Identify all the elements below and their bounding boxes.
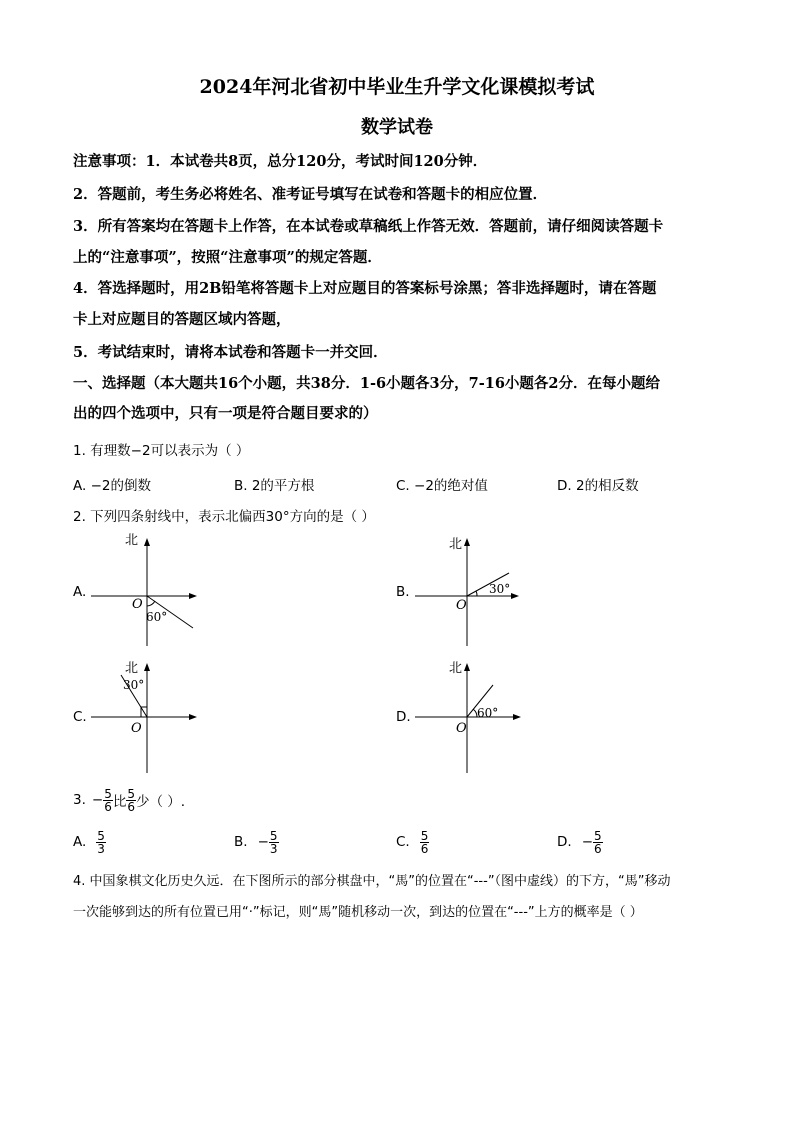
- question-3-stem: [73, 780, 185, 820]
- question-3-stem-end: 少（ ）.: [135, 794, 186, 810]
- option-fraction: [269, 830, 279, 855]
- fraction-denominator: 6: [127, 799, 135, 814]
- question-3-option-a: [73, 822, 106, 862]
- fraction-denominator: 6: [594, 841, 602, 856]
- page-title: 2024年河北省初中毕业生升学文化课模拟考试: [199, 76, 595, 98]
- fraction-denominator: 6: [420, 841, 429, 856]
- section-heading-line-1: 一、选择题（本大题共16个小题，共38分．1-6小题各3分，7-16小题各2分．在每小题给: [73, 375, 661, 392]
- question-2-label-c: C.: [73, 709, 87, 725]
- question-2-diagram-d: [405, 655, 530, 777]
- angle-label: 30°: [489, 582, 511, 596]
- option-label: C.: [396, 834, 410, 850]
- origin-label: O: [456, 598, 467, 613]
- option-label: B.: [234, 834, 248, 850]
- question-3-option-d: [557, 822, 603, 862]
- note-line-4: 上的“注意事项”，按照“注意事项”的规定答题．: [73, 249, 382, 266]
- option-sign: −: [581, 834, 593, 850]
- note-line-7: 5．考试结束时，请将本试卷和答题卡一并交回．: [73, 344, 388, 361]
- fraction-denominator: 3: [97, 841, 105, 856]
- question-3-option-c: [396, 822, 429, 862]
- question-3-compare-word: 比: [112, 794, 127, 810]
- note-line-3: 3．所有答案均在答题卡上作答，在本试卷或草稿纸上作答无效．答题前，请仔细阅读答题卡: [73, 218, 664, 235]
- origin-label: O: [456, 721, 467, 736]
- question-3-fraction-2: [126, 788, 136, 813]
- north-label: 北: [449, 537, 463, 552]
- question-1-option-b: B. 2的平方根: [234, 478, 315, 494]
- angle-label: 60°: [477, 706, 499, 720]
- fraction-numerator: 5: [97, 828, 105, 843]
- question-1-option-c: C. −2的绝对值: [396, 478, 488, 494]
- fraction-numerator: 5: [420, 828, 429, 843]
- option-fraction: [420, 830, 430, 855]
- note-line-1: 注意事项：1．本试卷共8页，总分120分，考试时间120分钟．: [73, 153, 488, 170]
- origin-label: O: [132, 597, 143, 612]
- question-2-diagram-c: [85, 655, 205, 777]
- north-label: 北: [449, 661, 463, 676]
- note-line-2: 2．答题前，考生务必将姓名、准考证号填写在试卷和答题卡的相应位置．: [73, 186, 548, 203]
- option-fraction: [96, 830, 106, 855]
- option-sign: −: [257, 834, 269, 850]
- option-label: A.: [73, 834, 87, 850]
- section-heading-line-2: 出的四个选项中，只有一项是符合题目要求的）: [73, 405, 378, 422]
- north-label: 北: [125, 533, 139, 548]
- question-4-line-1: 4. 中国象棋文化历史久远．在下图所示的部分棋盘中，“馬”的位置在“---”（图中虚线）的下方，“馬”移动: [73, 874, 671, 889]
- question-4-line-2: 一次能够到达的所有位置已用“·”标记，则“馬”随机移动一次，到达的位置在“---”上方的概率是（ ）: [73, 905, 643, 920]
- page-subtitle: 数学试卷: [361, 117, 433, 138]
- question-3-fraction-1: [103, 788, 113, 813]
- fraction-numerator: 5: [269, 828, 278, 843]
- question-1-stem: 1. 有理数−2可以表示为（ ）: [73, 443, 250, 459]
- fraction-numerator: 5: [104, 786, 112, 801]
- question-2-diagram-a: [85, 530, 205, 650]
- fraction-denominator: 3: [269, 841, 278, 856]
- angle-label: 60°: [146, 610, 168, 624]
- question-2-stem: 2. 下列四条射线中，表示北偏西30°方向的是（ ）: [73, 509, 375, 525]
- angle-label: 30°: [123, 678, 145, 692]
- question-2-label-b: B.: [396, 584, 410, 600]
- fraction-denominator: 6: [104, 799, 112, 814]
- fraction-numerator: 5: [594, 828, 602, 843]
- question-3-option-b: [234, 822, 279, 862]
- question-2-label-a: A.: [73, 584, 87, 600]
- question-2-diagram-b: [405, 530, 530, 650]
- north-label: 北: [125, 661, 139, 676]
- note-line-6: 卡上对应题目的答题区域内答题，: [73, 311, 291, 328]
- question-1-option-d: D. 2的相反数: [557, 478, 639, 494]
- option-label: D.: [557, 834, 572, 850]
- note-line-5: 4．答选择题时，用2B铅笔将答题卡上对应题目的答案标号涂黑；答非选择题时，请在答题: [73, 280, 657, 297]
- question-2-label-d: D.: [396, 709, 411, 725]
- question-1-option-a: A. −2的倒数: [73, 478, 151, 494]
- question-3-minus-sign: −: [91, 792, 104, 808]
- option-fraction: [593, 830, 603, 855]
- question-3-number: 3.: [73, 792, 86, 808]
- origin-label: O: [131, 721, 142, 736]
- fraction-numerator: 5: [127, 786, 135, 801]
